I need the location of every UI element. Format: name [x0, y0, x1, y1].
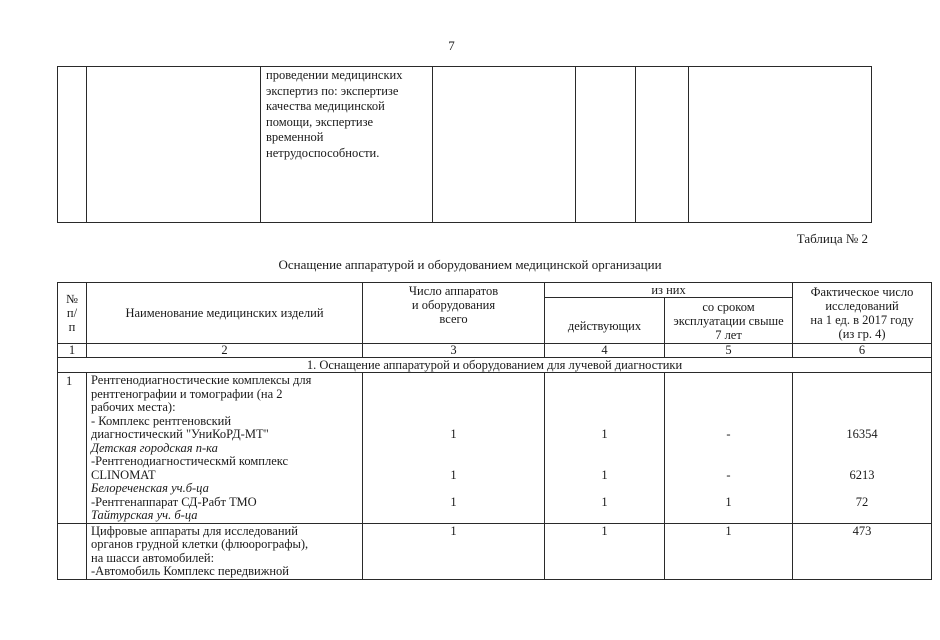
value-cell-active: [545, 401, 664, 415]
value-cell-active: [545, 482, 664, 496]
value-cell-over7: [665, 509, 792, 523]
value-cell-actual: [793, 374, 931, 388]
row-count: [363, 523, 545, 579]
value-cell-over7: [665, 374, 792, 388]
item-line: диагностический "УниКоРД-МТ": [91, 427, 269, 441]
value-cell-actual: [793, 388, 931, 402]
value-cell-actual: [793, 509, 931, 523]
cont-cell: [87, 67, 261, 223]
value-cell-active: [545, 509, 664, 523]
value-cell-active: [545, 455, 664, 469]
item-line: -Автомобиль Комплекс передвижной: [91, 564, 289, 578]
cont-cell: [433, 67, 576, 223]
table-title: Оснащение аппаратурой и оборудованием медицинской организации: [278, 257, 662, 272]
table-label: Таблица № 2: [796, 231, 868, 246]
value-cell-active: [545, 442, 664, 456]
header-actual: Фактическое число исследований на 1 ед. в 2017 году (из гр. 4): [793, 283, 932, 344]
value-cell-active: 1: [601, 467, 608, 482]
col-number: 2: [87, 344, 363, 358]
header-active: действующих: [545, 298, 665, 344]
item-line: рабочих места):: [91, 400, 176, 414]
header-name: Наименование медицинских изделий: [87, 283, 363, 344]
row-over7: [665, 523, 793, 579]
value-cell-actual: [793, 482, 931, 496]
item-line: Тайтурская уч. б-ца: [91, 508, 198, 522]
table-row: [58, 373, 932, 524]
row-actual: [793, 523, 932, 579]
item-line: Белореченская уч.б-ца: [91, 481, 209, 495]
value-cell-count: [363, 455, 544, 469]
value-cell-count: [363, 509, 544, 523]
cont-line: временной: [266, 130, 324, 144]
header-over7: со сроком эксплуатации свыше 7 лет: [665, 298, 793, 344]
item-line: Детская городская п-ка: [91, 440, 218, 455]
value-cell-actual: [793, 538, 931, 552]
value-cell-over7: -: [726, 467, 731, 482]
value-cell-actual: 72: [855, 494, 869, 509]
value-cell-over7: [665, 565, 792, 579]
col-number: 3: [363, 344, 545, 358]
value-cell-count: 1: [450, 494, 457, 509]
cont-line: нетрудоспособности.: [266, 145, 380, 160]
value-cell-over7: -: [726, 427, 731, 441]
value-cell-over7: [665, 482, 792, 496]
cont-cell: [636, 67, 689, 223]
row-index: 1: [58, 373, 87, 524]
value-cell-actual: [793, 455, 931, 469]
row-actual: [793, 373, 932, 524]
value-cell-over7: [665, 455, 792, 469]
value-cell-actual: [793, 565, 931, 579]
value-cell-over7: [665, 401, 792, 415]
value-cell-active: [545, 415, 664, 429]
row-active: [545, 373, 665, 524]
value-cell-count: [363, 415, 544, 429]
value-cell-actual: [793, 401, 931, 415]
value-cell-count: [363, 538, 544, 552]
value-cell-over7: 1: [725, 494, 732, 509]
item-line: -Рентгенодиагностическмй комплекс: [91, 454, 289, 468]
value-cell-count: [363, 374, 544, 388]
value-cell-count: [363, 552, 544, 566]
value-cell-active: [545, 538, 664, 552]
continuation-table: [57, 66, 872, 223]
item-line: - Комплекс рентгеновский: [91, 413, 232, 428]
header-count: Число аппаратов и оборудования всего: [363, 283, 545, 344]
item-line: органов грудной клетки (флюорографы),: [91, 537, 309, 551]
value-cell-active: 1: [601, 427, 608, 441]
equipment-table: [57, 282, 932, 580]
value-cell-over7: [665, 552, 792, 566]
value-cell-count: [363, 482, 544, 496]
row-over7: [665, 373, 793, 524]
value-cell-over7: [665, 442, 792, 456]
value-cell-count: [363, 565, 544, 579]
value-cell-actual: [793, 552, 931, 566]
value-cell-actual: 473: [852, 523, 872, 538]
row-name: [87, 523, 363, 579]
value-cell-over7: [665, 388, 792, 402]
value-cell-active: [545, 388, 664, 402]
row-index: [58, 523, 87, 579]
item-line: CLINOMAT: [91, 467, 156, 482]
value-cell-count: [363, 388, 544, 402]
value-cell-over7: 1: [725, 523, 732, 538]
value-cell-over7: [665, 415, 792, 429]
value-cell-count: [363, 401, 544, 415]
value-cell-actual: 6213: [849, 467, 875, 482]
item-line: Рентгенодиагностические комплексы для: [91, 373, 312, 387]
value-cell-count: 1: [450, 467, 457, 482]
cont-line: качества медицинской: [266, 99, 385, 113]
value-cell-active: 1: [601, 494, 608, 509]
col-number: 4: [545, 344, 665, 358]
value-cell-count: 1: [450, 427, 457, 441]
header-num: № п/ п: [58, 283, 87, 344]
row-name: [87, 373, 363, 524]
col-number: 1: [58, 344, 87, 358]
item-line: Цифровые аппараты для исследований: [91, 523, 298, 538]
value-cell-active: 1: [601, 523, 608, 538]
cont-cell: [58, 67, 87, 223]
value-cell-actual: [793, 442, 931, 456]
cont-line: помощи, экспертизе: [266, 114, 374, 129]
section-title: 1. Оснащение аппаратурой и оборудованием для лучевой диагностики: [58, 358, 932, 373]
cont-line: экспертиз по: экспертизе: [266, 83, 399, 98]
col-number: 6: [793, 344, 932, 358]
cont-description: [261, 67, 433, 223]
value-cell-active: [545, 374, 664, 388]
item-line: на шасси автомобилей:: [91, 550, 215, 565]
value-cell-actual: 16354: [846, 427, 878, 441]
value-cell-count: [363, 442, 544, 456]
row-count: [363, 373, 545, 524]
col-number: 5: [665, 344, 793, 358]
cont-cell: [576, 67, 636, 223]
page-number: 7: [448, 38, 455, 53]
value-cell-over7: [665, 538, 792, 552]
value-cell-active: [545, 552, 664, 566]
row-active: [545, 523, 665, 579]
item-line: рентгенографии и томографии (на 2: [91, 386, 283, 401]
header-of-them: из них: [545, 283, 793, 298]
cont-line: проведении медицинских: [266, 68, 403, 82]
cont-cell: [689, 67, 872, 223]
value-cell-active: [545, 565, 664, 579]
value-cell-actual: [793, 415, 931, 429]
value-cell-count: 1: [450, 523, 457, 538]
item-line: -Рентгенаппарат СД-Рабт ТМО: [91, 494, 257, 509]
table-row: [58, 523, 932, 579]
